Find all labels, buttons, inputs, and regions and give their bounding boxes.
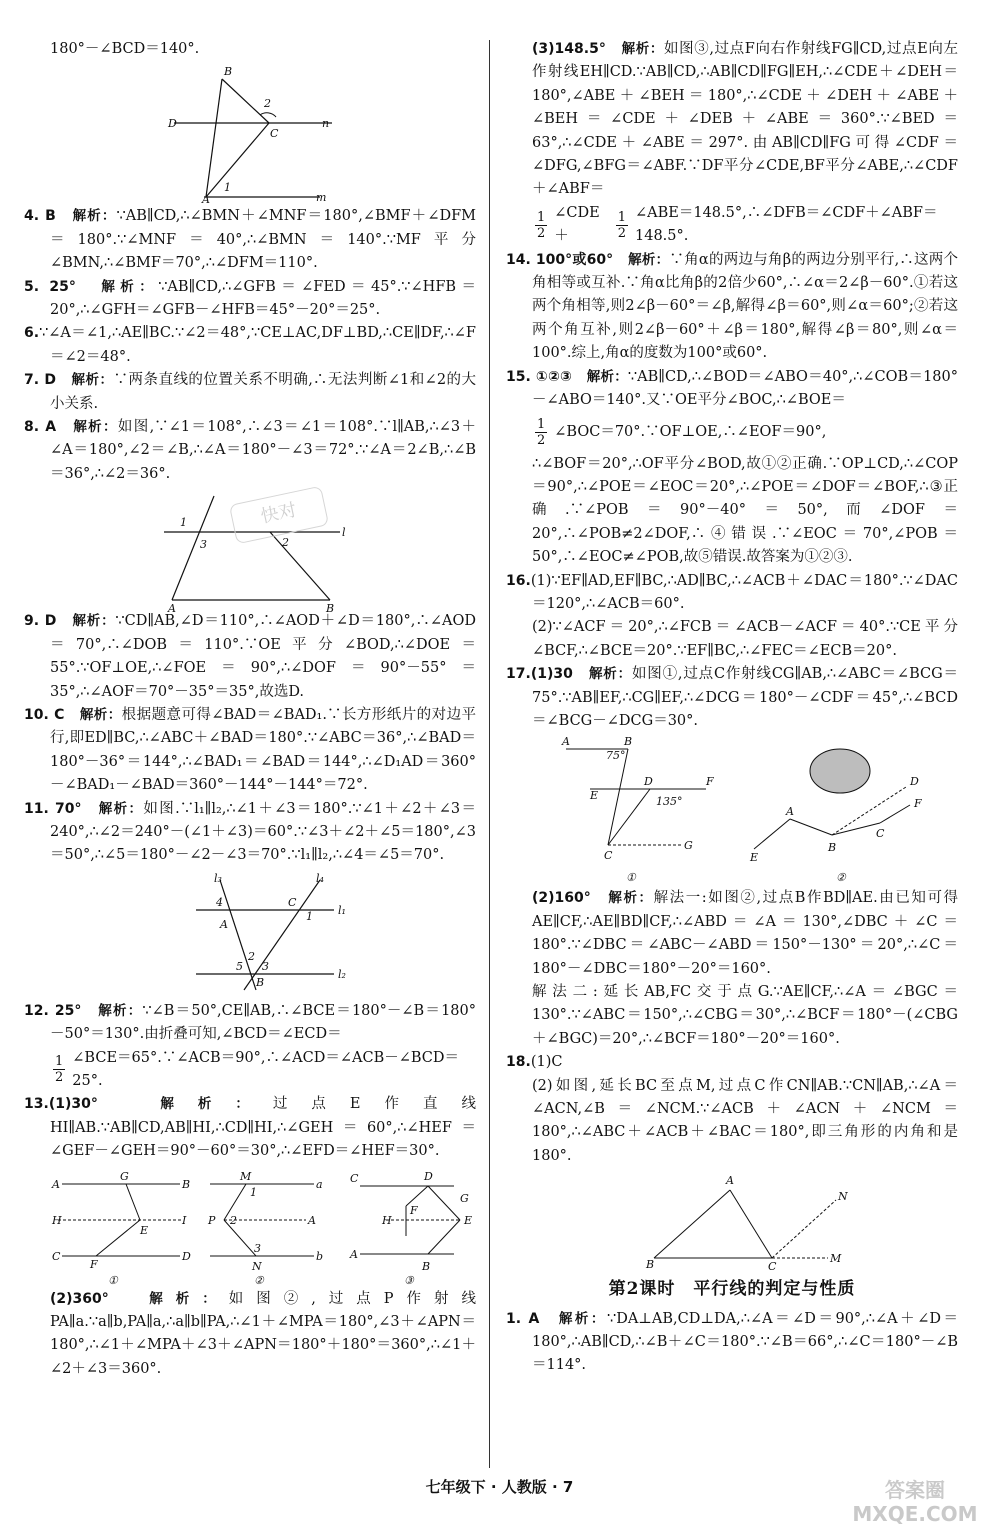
answer-10: 10. C 解析：根据题意可得∠BAD＝∠BAD₁.∵长方形纸片的对边平行,即ED∥BC,∴∠ABC＋∠BAD＝180°.∵∠ABC＝36°,∴∠BAD＝180°－36°＝144°,∴∠BAD₁＝∠BAD＝144°,∴∠D₁AD＝360°－∠BAD₁－∠BAD＝360°－144°－144°＝72°. <box>24 706 477 794</box>
svg-text:D: D <box>644 775 653 789</box>
svg-text:F: F <box>914 797 922 811</box>
answer-15: 15. ①②③ 解析：∵AB∥CD,∴∠BOD＝∠ABO＝40°,∴∠COB＝180°－∠ABO＝140°.又∵OE平分∠BOC,∴∠BOE＝ <box>506 368 959 409</box>
svg-text:l: l <box>342 526 346 540</box>
svg-text:A: A <box>202 193 210 207</box>
svg-text:②: ② <box>254 1273 264 1287</box>
column-divider <box>489 40 490 1468</box>
answer-13-part2: (2)360° 解析：如图②,过点P作射线PA∥a.∵a∥b,PA∥a,∴a∥b∥PA,∴∠1＋∠MPA＝180°,∠3＋∠APN＝180°,∴∠1＋∠MPA＋∠3＋∠APN＝180°＋180°＝360°,∴∠1＋∠2＋∠3＝360°. <box>50 1290 477 1377</box>
svg-text:3: 3 <box>254 1241 261 1255</box>
svg-text:n: n <box>322 117 330 131</box>
svg-text:m: m <box>316 191 327 205</box>
answer-15-rest: ∴∠BOF＝20°,∴OF平分∠BOD,故①②正确.∵OP⊥CD,∴∠COP＝90°,∴∠POE＝∠EOC＝20°,∴∠POE＝∠DOF＝∠BOF,∴③正确.∵∠POB＝90°－40°＝50°,而∠DOF＝20°,∴∠POB≠2∠DOF,∴④错误.∵∠EOC＝70°,∠POB＝50°,∴∠EOC≠∠POB,故⑤错误.故答案为①②③. <box>532 455 958 566</box>
svg-text:l₁: l₁ <box>338 903 346 917</box>
svg-text:B: B <box>256 975 265 989</box>
svg-text:M: M <box>240 1169 252 1183</box>
svg-text:b: b <box>316 1249 324 1263</box>
svg-text:B: B <box>646 1258 655 1272</box>
svg-text:F: F <box>706 775 714 789</box>
svg-text:a: a <box>316 1177 323 1191</box>
svg-text:135°: 135° <box>656 795 683 809</box>
svg-text:2: 2 <box>264 97 271 111</box>
answer-14: 14. 100°或60° 解析：∵角α的两边与角β的两边分别平行,∴这两个角相等或互补.∵角α比角β的2倍少60°,∴∠α＝2∠β－60°.①若这两个角相等,则2∠β－60°＝∠β,解得∠β＝60°,则∠α＝60°;②若这两个角互补,则2∠β－60°＋∠β＝180°,解得∠β＝80°,则∠α＝100°.综上,角α的度数为100°或60°. <box>506 251 958 362</box>
svg-text:I: I <box>182 1213 187 1227</box>
svg-text:E: E <box>750 851 759 865</box>
svg-text:C: C <box>350 1171 359 1185</box>
stamp-watermark: 快对 <box>229 486 329 545</box>
svg-text:1: 1 <box>224 181 231 195</box>
svg-text:A: A <box>562 735 570 749</box>
svg-text:①: ① <box>108 1273 118 1287</box>
fraction-half: $\frac{1}{2}$ <box>537 417 546 448</box>
svg-text:F: F <box>90 1257 98 1271</box>
svg-text:②: ② <box>836 871 846 885</box>
svg-text:H: H <box>382 1213 392 1227</box>
svg-text:l₃: l₃ <box>214 871 222 885</box>
svg-text:A: A <box>726 1174 734 1188</box>
svg-text:B: B <box>182 1177 191 1191</box>
figure-q11 <box>24 870 476 998</box>
answer-13-part3: (3)148.5° 解析：如图③,过点F向右作射线FG∥CD,过点E向左作射线EH∥CD.∵AB∥CD,∴AB∥CD∥FG∥EH,∴∠CDE＋∠DEH＝180°,∠ABE＋∠BEH＝180°,∴∠CDE＋∠DEH＋∠ABE＋∠BEH＝∠CDE＋∠DEB＋∠ABE＝360°.∵∠BED＝63°,∴∠CDE＋∠ABE＝297°.由AB∥CD∥FG可得∠CDF＝∠DFG,∠BFG＝∠ABF.∵DF平分∠CDE,BF平分∠ABE,∴∠CDF＋∠ABF＝ <box>532 41 958 198</box>
answer-9: 9. D 解析：∵CD∥AB,∠D＝110°,∴∠AOD＋∠D＝180°,∴∠AOD＝70°,∴∠DOB＝110°.∵OE平分∠BOD,∴∠DOE＝55°.∵OF⊥OE,∴∠FOE＝90°,∴∠DOF＝90°－55°＝35°,∴∠AOF＝70°－35°＝35°,故选D. <box>24 613 476 700</box>
answer-17-part2: (2)160° 解析：解法一:如图②,过点B作BD∥AE.由已知可得AE∥CF,∴AE∥BD∥CF,∴∠ABD＝∠A＝130°,∠DBC＋∠C＝180°.∵∠DBC＝∠ABC－∠ABD＝150°－130°＝20°,∴∠C＝180°－∠DBC＝180°－20°＝160°. <box>532 890 959 977</box>
svg-text:A: A <box>52 1177 60 1191</box>
answer-13: 13.(1)30° 解析：过点E作直线HI∥AB.∵AB∥CD,AB∥HI,∴CD∥HI,∴∠GEH＝60°,∴∠HEF＝∠GEF－∠GEH＝90°－60°＝30°,∴∠EFD＝∠HEF＝30°. <box>24 1096 477 1160</box>
answer-18: 18.(1)C <box>506 1054 563 1071</box>
answer-16: 16.(1)∵EF∥AD,EF∥BC,∴AD∥BC,∴∠ACB＋∠DAC＝180°.∵∠DAC＝120°,∴∠ACB＝60°. <box>506 572 958 612</box>
fraction-half: $\frac{1}{2}$ <box>537 209 546 241</box>
svg-text:B: B <box>828 841 837 855</box>
answer-12-cont: $\frac{1}{2}$ ∠BCE＝65°.∵∠ACB＝90°,∴∠ACD＝∠ACB－∠BCD＝25°. <box>55 1049 460 1089</box>
svg-text:3: 3 <box>200 538 207 552</box>
svg-text:3: 3 <box>262 959 269 973</box>
svg-text:l₂: l₂ <box>338 967 346 981</box>
svg-text:A: A <box>350 1247 358 1261</box>
answer-17-method2: 解法二:延长AB,FC交于点G.∵AE∥CF,∴∠A＝∠BGC＝130°.∵∠ABC＝150°,∴∠CBG＝30°,∴∠BCF＝180°－(∠CBG＋∠BGC)＝20°,∴∠BCF＝180°－20°＝160°. <box>532 984 958 1047</box>
answer-5: 5. 25° 解析：∵AB∥CD,∴∠GFB＝∠FED＝45°.∵∠HFB＝20°,∴∠GFH＝∠GFB－∠HFB＝45°－20°＝25°. <box>24 278 477 319</box>
svg-text:N: N <box>838 1190 848 1204</box>
fraction-half: $\frac{1}{2}$ <box>55 1054 64 1086</box>
answer-4: 4. B 解析：∵AB∥CD,∴∠BMN＋∠MNF＝180°,∠BMF＋∠DFM＝180°.∵∠MNF＝40°,∴∠BMN＝140°.∵MF平分∠BMN,∴∠BMF＝70°,∴∠DFM＝110°. <box>24 208 477 272</box>
svg-text:E: E <box>464 1213 473 1227</box>
left-column <box>24 38 476 1381</box>
svg-text:G: G <box>460 1191 469 1205</box>
svg-text:P: P <box>208 1213 216 1227</box>
svg-text:1: 1 <box>180 516 187 530</box>
svg-text:D: D <box>182 1249 191 1263</box>
answer-13-part3-cont: $\frac{1}{2}$ ∠CDE＋ $\frac{1}{2}$ ∠ABE＝148.5°,∴∠DFB＝∠CDF＋∠ABF＝148.5°. <box>537 204 938 245</box>
svg-text:C: C <box>768 1260 777 1274</box>
svg-text:2: 2 <box>230 1213 237 1227</box>
svg-text:E: E <box>140 1223 149 1237</box>
svg-text:①: ① <box>626 871 636 885</box>
answer-7: 7. D 解析：∵两条直线的位置关系不明确,∴无法判断∠1和∠2的大小关系. <box>24 372 477 412</box>
figure-q13 <box>24 1166 476 1286</box>
svg-text:F: F <box>410 1203 418 1217</box>
figure-q3 <box>24 63 476 207</box>
svg-text:D: D <box>168 117 177 131</box>
svg-text:C: C <box>604 849 613 863</box>
svg-text:1: 1 <box>250 1185 257 1199</box>
svg-text:G: G <box>120 1169 129 1183</box>
svg-text:H: H <box>52 1213 62 1227</box>
svg-text:l₄: l₄ <box>316 871 324 885</box>
answer-8: 8. A 解析：如图,∵∠1＝108°,∴∠3＝∠1＝108°.∵l∥AB,∴∠3＋∠A＝180°,∠2＝∠B,∴∠A＝180°－∠3＝72°.∵∠A＝2∠B,∴∠B＝36°,∴∠2＝36°. <box>24 419 476 482</box>
svg-text:C: C <box>288 895 297 909</box>
svg-text:5: 5 <box>236 959 243 973</box>
svg-text:B: B <box>624 735 633 749</box>
answer-18-part2: (2)如图,延长BC至点M,过点C作CN∥AB.∵CN∥AB,∴∠A＝∠ACN,∠B＝∠NCM.∵∠ACB＋∠ACN＋∠NCM＝180°,∴∠ABC＋∠ACB＋∠BAC＝180°,即三角形的内角和是180°. <box>532 1077 958 1164</box>
svg-text:B: B <box>224 65 233 79</box>
svg-text:C: C <box>52 1249 61 1263</box>
section-answer-1: 1. A 解析：∵DA⊥AB,CD⊥DA,∴∠A＝∠D＝90°,∴∠A＋∠D＝180°,∴AB∥CD,∴∠B＋∠C＝180°.∵∠B＝66°,∴∠C＝180°－∠B＝114°. <box>506 1310 958 1374</box>
svg-text:A: A <box>308 1213 316 1227</box>
fraction-half: $\frac{1}{2}$ <box>617 209 626 241</box>
svg-text:4: 4 <box>216 895 223 909</box>
svg-text:D: D <box>424 1169 433 1183</box>
svg-text:N: N <box>252 1259 262 1273</box>
figure-q18 <box>506 1170 958 1274</box>
line-continued: 180°－∠BCD＝140°. <box>50 41 200 57</box>
site-watermark: 答案圈 MXQE.COM <box>852 1478 978 1526</box>
svg-text:B: B <box>326 602 335 616</box>
svg-text:③: ③ <box>404 1273 414 1287</box>
svg-text:A: A <box>168 602 176 616</box>
svg-text:D: D <box>910 775 919 789</box>
svg-text:E: E <box>590 789 599 803</box>
section-title: 第2课时 平行线的判定与性质 <box>608 1279 856 1300</box>
svg-text:M: M <box>830 1252 842 1266</box>
svg-text:C: C <box>876 827 885 841</box>
svg-text:C: C <box>270 127 279 141</box>
answer-17: 17.(1)30 解析：如图①,过点C作射线CG∥AB,∴∠ABC＝∠BCG＝75°.∵AB∥EF,∴CG∥EF,∴∠DCG＝180°－∠CDF＝45°,∴∠BCD＝∠BCG－∠DCG＝30°. <box>506 666 958 729</box>
answer-6: 6.∵∠A＝∠1,∴AE∥BC.∵∠2＝48°,∵CE⊥AC,DF⊥BD,∴CE∥DF,∴∠F＝∠2＝48°. <box>24 325 476 365</box>
right-column <box>506 38 958 1378</box>
svg-text:A: A <box>220 917 228 931</box>
svg-text:B: B <box>422 1259 431 1273</box>
svg-text:1: 1 <box>306 909 313 923</box>
svg-text:2: 2 <box>248 949 255 963</box>
figure-q17 <box>506 735 958 885</box>
answer-15-cont: $\frac{1}{2}$ ∠BOC＝70°.∵OF⊥OE,∴∠EOF＝90°, <box>537 417 827 448</box>
page-footer: 七年级下 · 人教版 · 7 <box>425 1478 574 1496</box>
answer-16-part2: (2)∵∠ACF＝20°,∴∠FCB＝∠ACB－∠ACF＝40°.∵CE平分∠BCF,∴∠BCE＝20°.∵EF∥BC,∴∠FEC＝∠ECB＝20°. <box>532 619 958 659</box>
svg-text:75°: 75° <box>606 749 626 763</box>
answer-12: 12. 25° 解析：∵∠B＝50°,CE∥AB,∴∠BCE＝180°－∠B＝180°－50°＝130°.由折叠可知,∠BCD＝∠ECD＝ <box>24 1002 477 1043</box>
svg-text:2: 2 <box>282 536 289 550</box>
answer-11: 11. 70° 解析：如图.∵l₁∥l₂,∴∠1＋∠3＝180°.∵∠1＋∠2＋∠3＝240°,∴∠2＝240°－(∠1＋∠3)＝60°.∵∠3＋∠2＋∠5＝180°,∠3＝50°,∴∠5＝180°－∠2－∠3＝70°.∵l₁∥l₂,∴∠4＝∠5＝70°. <box>24 800 477 864</box>
svg-text:G: G <box>684 839 693 853</box>
svg-text:A: A <box>786 805 794 819</box>
